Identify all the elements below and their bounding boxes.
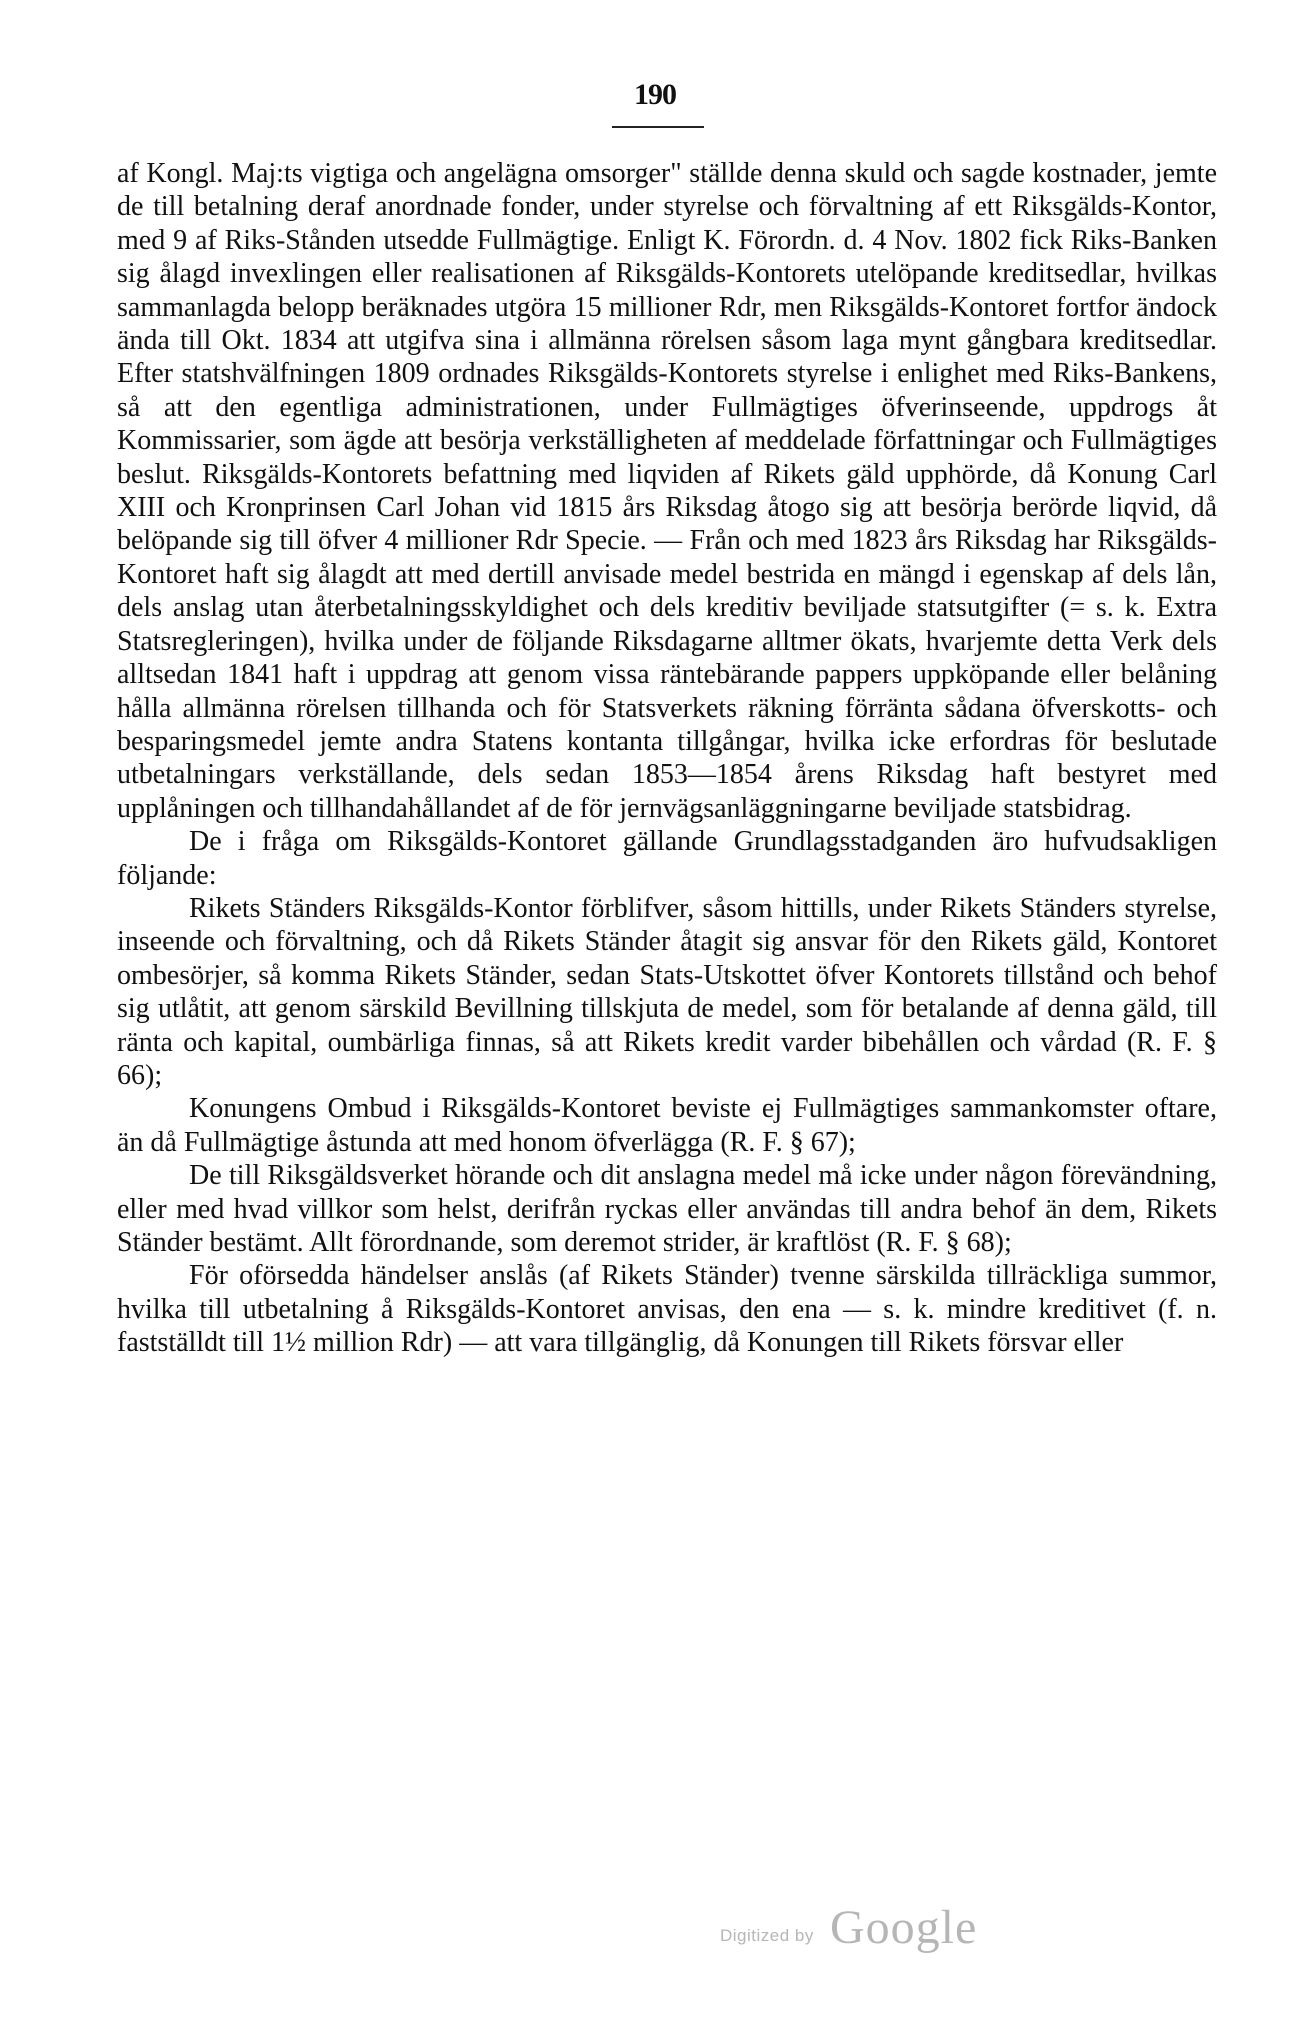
paragraph-5: De till Riksgäldsverket hörande och dit anslagna medel må icke under någon förevändning, eller med hvad villkor som helst, derifrån ryckas eller användas till andra behof än dem, Rikets Ständer bestämt. Allt förordnande, som deremot strider, är kraftlöst (R. F. § 68); [117,1160,1217,1258]
paragraph-3: Rikets Ständers Riksgälds-Kontor förblifver, såsom hittills, under Rikets Ständers styrelse, inseende och förvaltning, och då Rikets Ständer åtagit sig ansvar för den Rikets gäld, Kontoret ombesörjer, så komma Rikets Ständer, sedan Stats-Utskottet öfver Kontorets tillstånd och behof sig utlåtit, att genom särskild Bevillning tillskjuta de medel, som för betalande af denna gäld, till ränta och kapital, oumbärliga finnas, så att Rikets kredit varder bibehållen och vårdad (R. F. § 66); [117,892,1217,1091]
digitized-watermark [720,1900,1010,1960]
paragraph-4: Konungens Ombud i Riksgälds-Kontoret beviste ej Fullmägtiges sammankomster oftare, än då Fullmägtige åstunda att med honom öfverlägga (R. F. § 67); [117,1093,1217,1158]
page-number: 190 [634,78,676,111]
page-number-rule [612,126,704,128]
watermark-small-text: Digitized by [720,1926,814,1945]
paragraph-6: För oförsedda händelser anslås (af Rikets Ständer) tvenne särskilda tillräckliga summor, hvilka till utbetalning å Riksgälds-Kontoret anvisas, den ena — s. k. mindre kreditivet (f. n. fastställdt till 1½ million Rdr) — att vara tillgänglig, då Konungen till Rikets försvar eller [117,1260,1217,1359]
watermark-brand-logo: Google [830,1901,978,1954]
paragraph-1: af Kongl. Maj:ts vigtiga och angelägna omsorger" ställde denna skuld och sagde kostnader, jemte de till betalning deraf anordnade fonder, under styrelse och förvaltning af ett Riksgälds-Kontor, med 9 af Riks-Stånden utsedde Fullmägtige. Enligt K. Förordn. d. 4 Nov. 1802 fick Riks-Banken sig ålagd invexlingen eller realisationen af Riksgälds-Kontorets utelöpande kreditsedlar, hvilkas sammanlagda belopp beräknades utgöra 15 millioner Rdr, men Riksgälds-Kontoret fortfor ändock ända till Okt. 1834 att utgifva sina i allmänna rörelsen såsom laga mynt gångbara kreditsedlar. Efter statshvälfningen 1809 ordnades Riksgälds-Kontorets styrelse i enlighet med Riks-Bankens, så att den egentliga administrationen, under Fullmägtiges öfverinseende, uppdrogs åt Kommissarier, som ägde att besörja verkställigheten af meddelade författningar och Fullmägtiges beslut. Riksgälds-Kontorets befattning med liqviden af Rikets gäld upphörde, då Konung Carl XIII och Kronprinsen Carl Johan vid 1815 års Riksdag åtogo sig att besörja berörde liqvid, då belöpande sig till öfver 4 millioner Rdr Specie. — Från och med 1823 års Riksdag har Riksgälds-Kontoret haft sig ålagdt att med dertill anvisade medel bestrida en mängd i egenskap af dels lån, dels anslag utan återbetalningsskyldighet och dels kreditiv beviljade statsutgifter (= s. k. Extra Statsregleringen), hvilka under de följande Riksdagarne alltmer ökats, hvarjemte detta Verk dels alltsedan 1841 haft i uppdrag att genom vissa räntebärande pappers uppköpande eller belåning hålla allmänna rörelsen tillhanda och för Statsverkets räkning förränta sådana öfverskotts- och besparingsmedel jemte andra Statens kontanta tillgångar, hvilka icke erfordras för beslutade utbetalningars verkställande, dels sedan 1853—1854 årens Riksdag haft bestyret med upplåningen och tillhandahållandet af de för jernvägsanläggningarne beviljade statsbidrag. [117,158,1217,824]
paragraph-2: De i fråga om Riksgälds-Kontoret gällande Grundlagsstadganden äro hufvudsakligen följande: [117,826,1217,891]
body-text [117,157,1217,1360]
